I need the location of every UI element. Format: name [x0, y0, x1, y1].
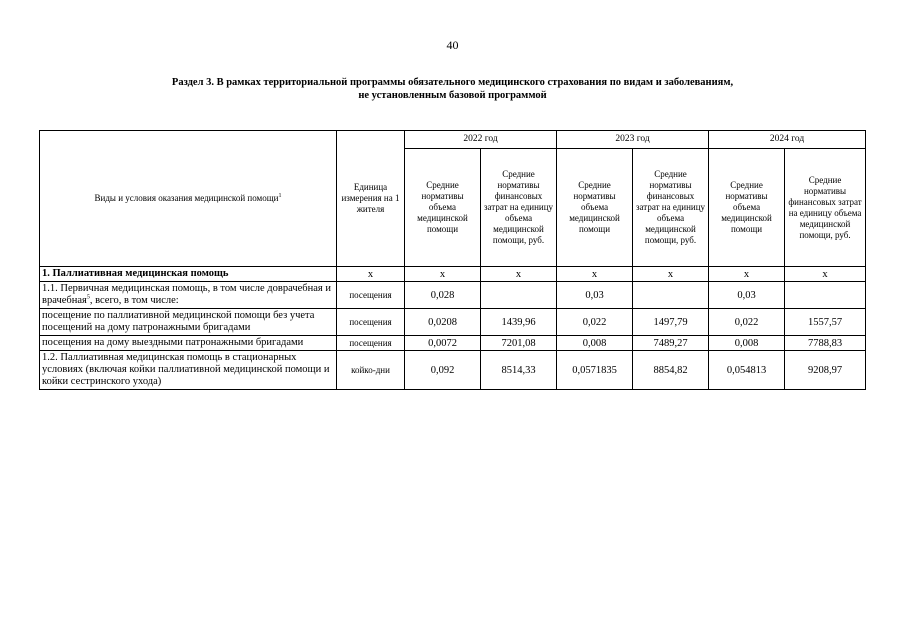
header-volume-2024: Средние нормативы объема медицинской помощи: [709, 149, 785, 267]
row-name: 1.2. Паллиативная медицинская помощь в стационарных условиях (включая койки паллиативной медицинской помощи и койки сестринского ухода): [40, 351, 337, 390]
section-title-line-1: Раздел 3. В рамках территориальной программы обязательного медицинского страхования по видам и заболеваниям,: [171, 77, 734, 88]
header-cost-2024: Средние нормативы финансовых затрат на единицу объема медицинской помощи, руб.: [785, 149, 866, 267]
header-volume-2023: Средние нормативы объема медицинской помощи: [557, 149, 633, 267]
row-unit: посещения: [337, 336, 405, 351]
page-number: 40: [446, 38, 459, 52]
table-row: [40, 267, 866, 282]
row-name: 1.1. Первичная медицинская помощь, в том числе доврачебная и врачебная$^5$, всего, в том числе:: [40, 282, 337, 309]
cell-volume-2022: 0,0072: [405, 336, 481, 351]
cell-cost-2024: х: [785, 267, 866, 282]
row-name: 1. Паллиативная медицинская помощь: [40, 267, 337, 282]
cell-cost-2022: х: [481, 267, 557, 282]
cell-volume-2023: 0,0571835: [557, 351, 633, 390]
cell-cost-2022: 7201,08: [481, 336, 557, 351]
normatives-table: [39, 130, 866, 390]
table-row: [40, 282, 866, 309]
header-kind: Виды и условия оказания медицинской помощи$^1$: [40, 131, 337, 267]
cell-volume-2023: 0,022: [557, 309, 633, 336]
cell-volume-2022: 0,092: [405, 351, 481, 390]
row-unit: посещения: [337, 282, 405, 309]
cell-volume-2024: 0,008: [709, 336, 785, 351]
cell-cost-2023: 8854,82: [633, 351, 709, 390]
cell-volume-2023: х: [557, 267, 633, 282]
cell-cost-2024: [785, 282, 866, 309]
cell-volume-2024: 0,022: [709, 309, 785, 336]
header-year-2022: 2022 год: [405, 131, 557, 149]
row-unit: койко-дни: [337, 351, 405, 390]
header-year-2023: 2023 год: [557, 131, 709, 149]
cell-cost-2024: 9208,97: [785, 351, 866, 390]
cell-volume-2022: 0,028: [405, 282, 481, 309]
header-cost-2022: Средние нормативы финансовых затрат на единицу объема медицинской помощи, руб.: [481, 149, 557, 267]
cell-cost-2023: 1497,79: [633, 309, 709, 336]
cell-cost-2023: [633, 282, 709, 309]
cell-cost-2022: 8514,33: [481, 351, 557, 390]
row-unit: х: [337, 267, 405, 282]
table-row: [40, 351, 866, 390]
cell-volume-2024: 0,03: [709, 282, 785, 309]
table-row: [40, 336, 866, 351]
section-title: [0, 76, 905, 102]
row-name: посещение по паллиативной медицинской помощи без учета посещений на дому патронажными бригадами: [40, 309, 337, 336]
cell-cost-2024: 1557,57: [785, 309, 866, 336]
header-volume-2022: Средние нормативы объема медицинской помощи: [405, 149, 481, 267]
cell-cost-2022: [481, 282, 557, 309]
cell-cost-2023: х: [633, 267, 709, 282]
section-title-line-2: не установленным базовой программой: [358, 90, 547, 101]
header-unit: Единица измерения на 1 жителя: [337, 131, 405, 267]
cell-volume-2022: х: [405, 267, 481, 282]
cell-volume-2023: 0,008: [557, 336, 633, 351]
table-row: [40, 309, 866, 336]
cell-volume-2024: х: [709, 267, 785, 282]
cell-cost-2023: 7489,27: [633, 336, 709, 351]
row-unit: посещения: [337, 309, 405, 336]
cell-volume-2024: 0,054813: [709, 351, 785, 390]
row-name: посещения на дому выездными патронажными бригадами: [40, 336, 337, 351]
header-cost-2023: Средние нормативы финансовых затрат на единицу объема медицинской помощи, руб.: [633, 149, 709, 267]
cell-volume-2023: 0,03: [557, 282, 633, 309]
cell-volume-2022: 0,0208: [405, 309, 481, 336]
cell-cost-2024: 7788,83: [785, 336, 866, 351]
header-year-2024: 2024 год: [709, 131, 866, 149]
cell-cost-2022: 1439,96: [481, 309, 557, 336]
